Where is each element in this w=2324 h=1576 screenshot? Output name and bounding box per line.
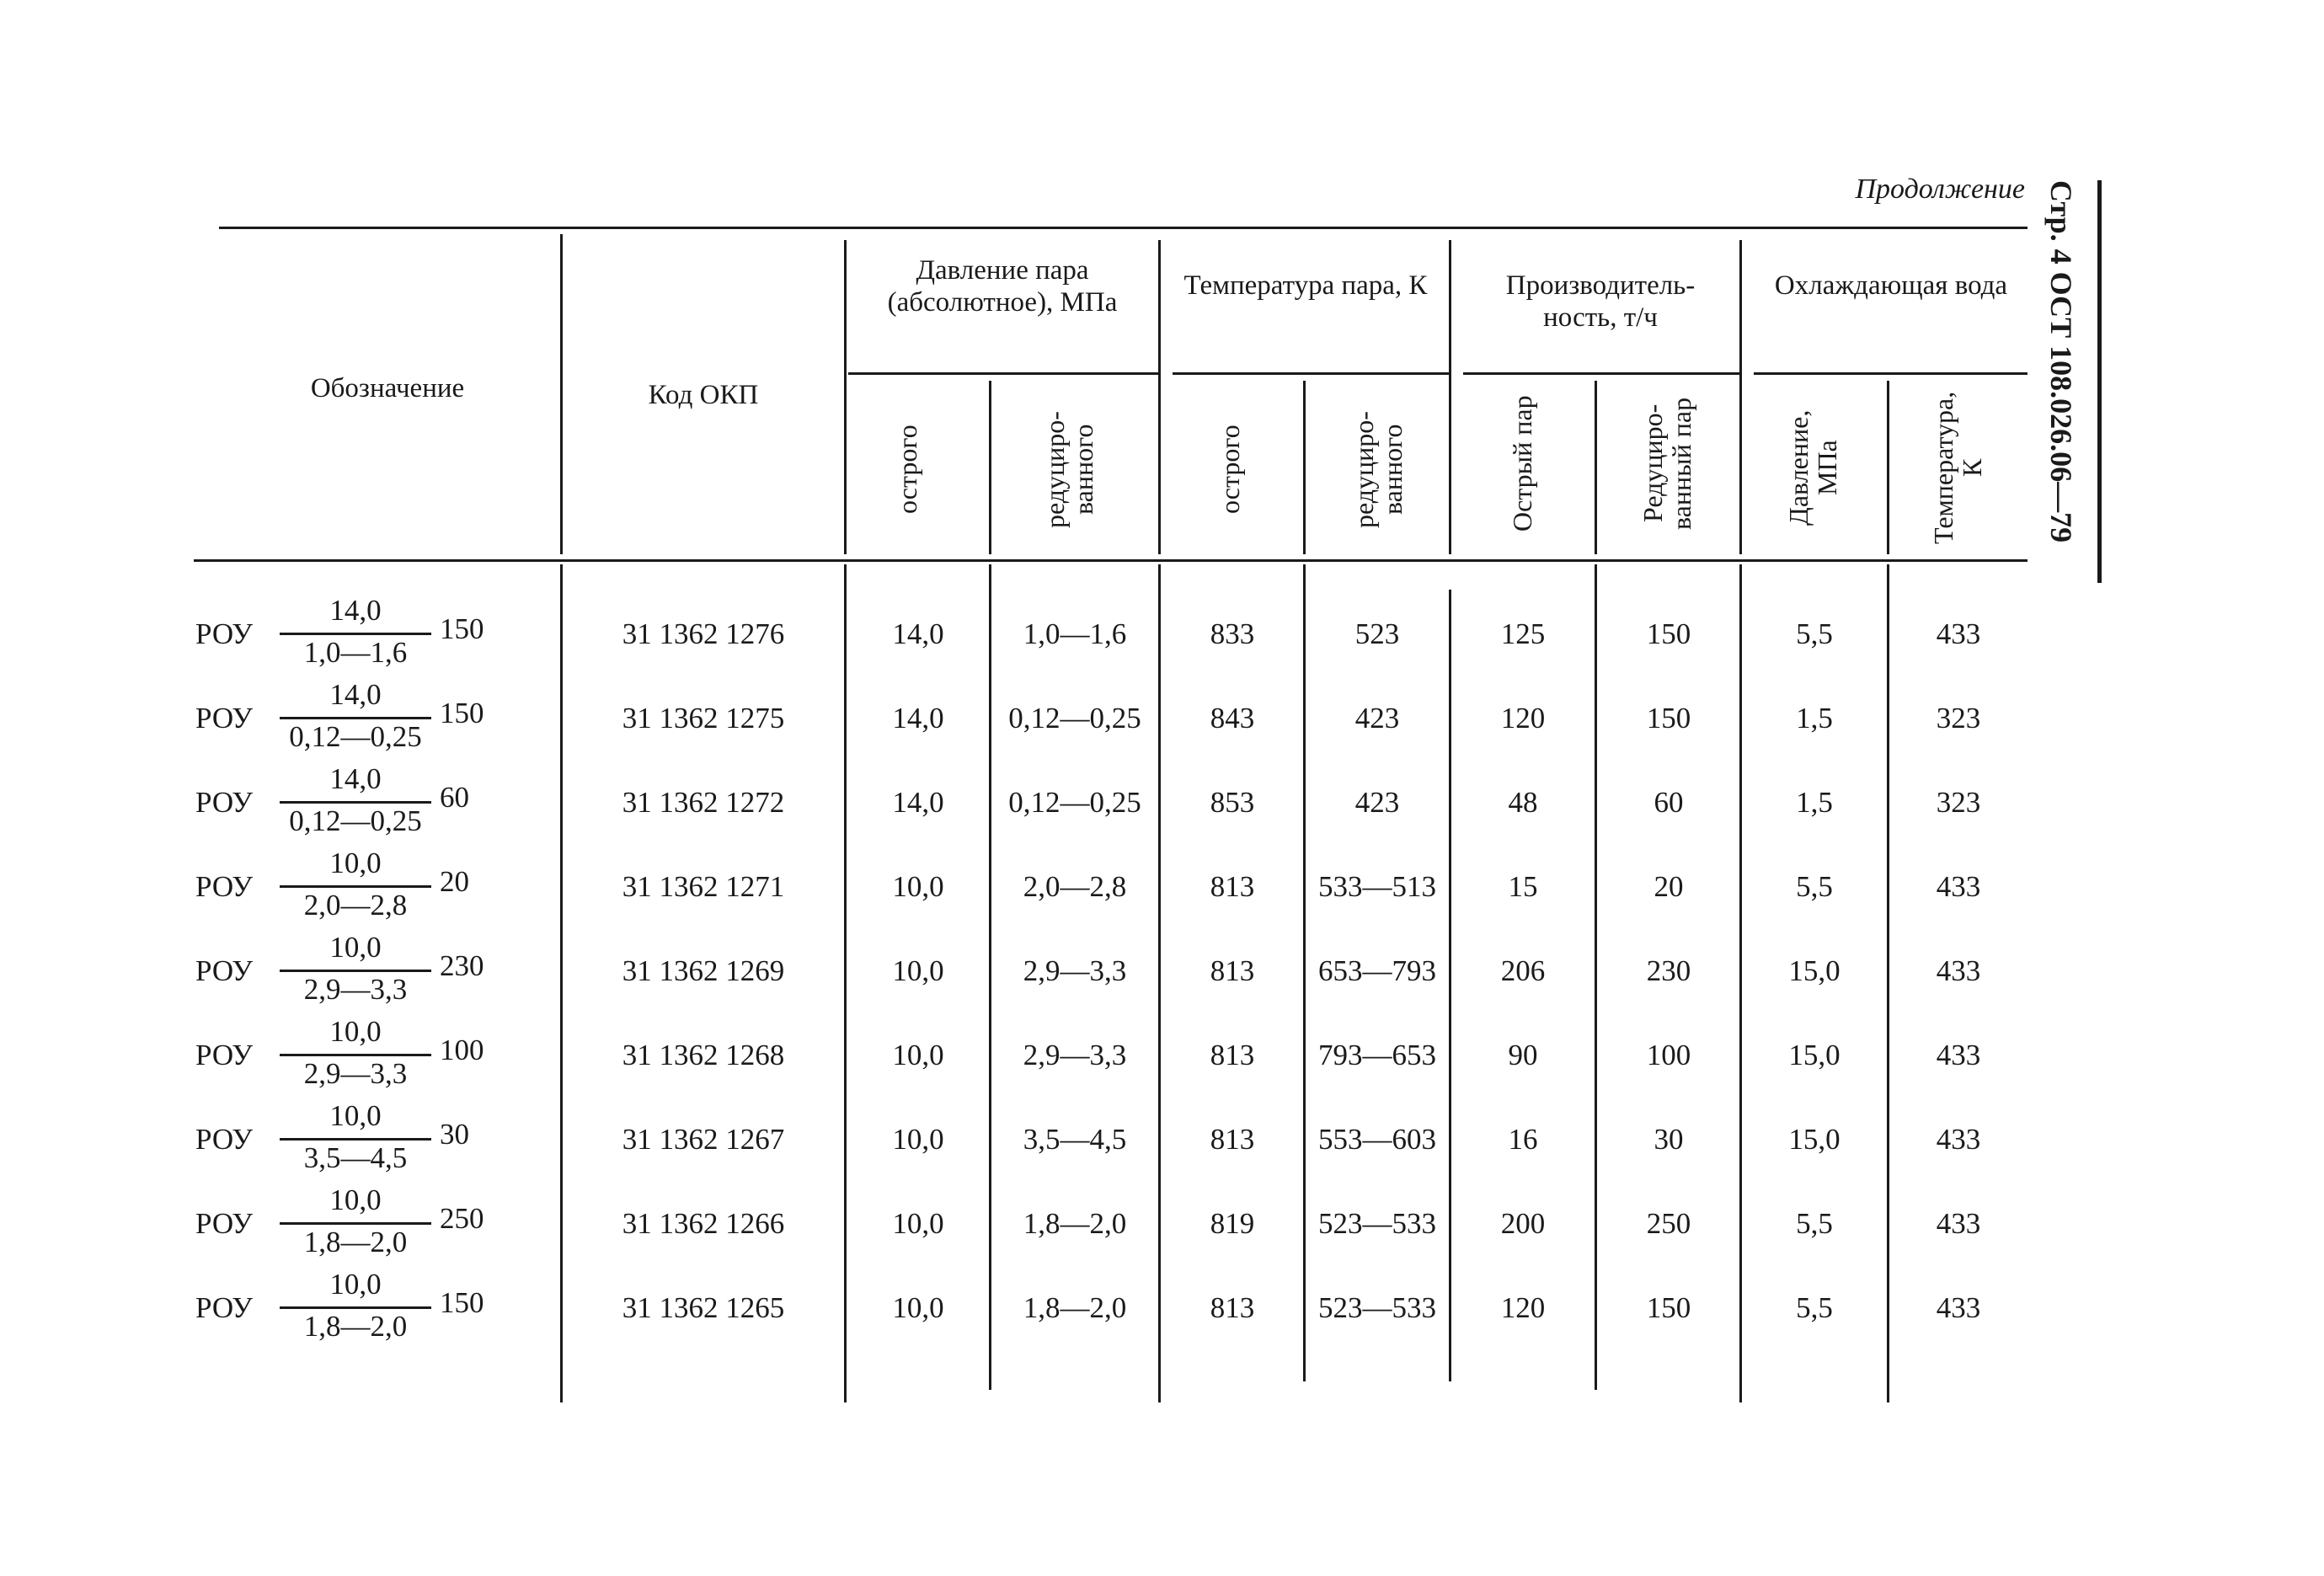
designation-fraction — [280, 592, 431, 676]
pressure-live-cell: 10,0 — [892, 1123, 944, 1156]
okp-code-cell: 31 1362 1269 — [622, 954, 785, 987]
temp-reduced-cell: 653—793 — [1318, 954, 1436, 987]
designation-capacity: 150 — [440, 1286, 484, 1319]
designation-cell — [195, 676, 549, 761]
pressure-live-cell: 14,0 — [892, 786, 944, 819]
subheader-capacity-live: Острый пар — [1507, 395, 1537, 532]
fraction-denominator: 1,8—2,0 — [303, 1226, 408, 1258]
pressure-live-cell: 10,0 — [892, 1039, 944, 1071]
pressure-live-cell: 14,0 — [892, 702, 944, 735]
designation-prefix: РОУ — [195, 954, 253, 987]
subheader-pressure-reduced: редуцированного — [1039, 411, 1098, 528]
water-pressure-cell: 15,0 — [1788, 1123, 1841, 1156]
pressure-live-cell: 10,0 — [892, 1291, 944, 1324]
fraction-numerator: 10,0 — [329, 931, 382, 964]
water-temp-cell: 433 — [1936, 954, 1981, 987]
pressure-reduced-cell: 1,8—2,0 — [1023, 1291, 1127, 1324]
fraction-numerator: 14,0 — [329, 678, 382, 711]
temp-reduced-cell: 423 — [1354, 702, 1400, 735]
col-rule-4 — [1158, 240, 1161, 554]
table-row — [0, 1098, 2324, 1182]
table-top-rule — [219, 227, 2027, 229]
col-rule-9 — [1887, 381, 1889, 554]
designation-capacity: 230 — [440, 949, 484, 982]
pressure-reduced-cell: 1,0—1,6 — [1023, 617, 1127, 650]
capacity-reduced-cell: 150 — [1646, 1291, 1691, 1324]
capacity-live-cell: 90 — [1508, 1039, 1538, 1071]
designation-fraction — [280, 676, 431, 761]
capacity-reduced-cell: 20 — [1654, 870, 1684, 903]
water-pressure-cell: 5,5 — [1796, 617, 1833, 650]
pressure-reduced-cell: 1,8—2,0 — [1023, 1207, 1127, 1240]
capacity-live-cell: 120 — [1500, 702, 1546, 735]
fraction-bar — [280, 1222, 431, 1225]
designation-fraction — [280, 1182, 431, 1266]
capacity-reduced-cell: 60 — [1654, 786, 1684, 819]
subheader-water-pressure: Давление, МПа — [1783, 409, 1842, 526]
pressure-reduced-cell: 0,12—0,25 — [1008, 702, 1141, 735]
fraction-numerator: 14,0 — [329, 762, 382, 795]
fraction-numerator: 10,0 — [329, 1183, 382, 1216]
fraction-denominator: 1,0—1,6 — [303, 636, 408, 669]
designation-prefix: РОУ — [195, 786, 253, 819]
water-temp-cell: 433 — [1936, 1207, 1981, 1240]
fraction-denominator: 1,8—2,0 — [303, 1310, 408, 1343]
designation-capacity: 60 — [440, 781, 469, 814]
capacity-live-cell: 125 — [1500, 617, 1546, 650]
designation-capacity: 20 — [440, 865, 469, 898]
temp-live-cell: 813 — [1210, 1123, 1255, 1156]
designation-fraction — [280, 1013, 431, 1098]
fraction-bar — [280, 970, 431, 972]
designation-prefix: РОУ — [195, 1291, 253, 1324]
okp-code-cell: 31 1362 1267 — [622, 1123, 785, 1156]
col-rule-6 — [1449, 240, 1451, 554]
temp-live-cell: 813 — [1210, 954, 1255, 987]
designation-capacity: 150 — [440, 612, 484, 645]
designation-capacity: 100 — [440, 1034, 484, 1066]
water-temp-cell: 433 — [1936, 870, 1981, 903]
okp-code-cell: 31 1362 1271 — [622, 870, 785, 903]
designation-fraction — [280, 761, 431, 845]
designation-cell — [195, 929, 549, 1013]
col-rule-8 — [1739, 240, 1742, 554]
okp-code-cell: 31 1362 1266 — [622, 1207, 785, 1240]
side-page-text: Стр. 4 ОСТ 108.026.06—79 — [2044, 180, 2078, 543]
capacity-reduced-cell: 230 — [1646, 954, 1691, 987]
fraction-bar — [280, 801, 431, 804]
temp-reduced-cell: 423 — [1354, 786, 1400, 819]
fraction-numerator: 10,0 — [329, 1099, 382, 1132]
table-row — [0, 676, 2324, 761]
water-pressure-cell: 15,0 — [1788, 1039, 1841, 1071]
fraction-bar — [280, 633, 431, 635]
capacity-reduced-cell: 250 — [1646, 1207, 1691, 1240]
capacity-reduced-cell: 150 — [1646, 617, 1691, 650]
fraction-denominator: 3,5—4,5 — [303, 1141, 408, 1174]
fraction-bar — [280, 1054, 431, 1056]
designation-cell — [195, 1266, 549, 1350]
fraction-bar — [280, 717, 431, 719]
okp-code-cell: 31 1362 1272 — [622, 786, 785, 819]
fraction-bar — [280, 1306, 431, 1309]
side-page-label — [2033, 180, 2102, 583]
designation-capacity: 30 — [440, 1118, 469, 1151]
capacity-live-cell: 120 — [1500, 1291, 1546, 1324]
temp-live-cell: 819 — [1210, 1207, 1255, 1240]
capacity-reduced-cell: 30 — [1654, 1123, 1684, 1156]
designation-cell — [195, 592, 549, 676]
pressure-live-cell: 10,0 — [892, 1207, 944, 1240]
header-cooling: Охлаждающая вода — [1774, 270, 2008, 301]
water-pressure-cell: 5,5 — [1796, 870, 1833, 903]
capacity-live-cell: 206 — [1500, 954, 1546, 987]
col-rule-7 — [1595, 381, 1597, 554]
water-pressure-cell: 15,0 — [1788, 954, 1841, 987]
water-pressure-cell: 5,5 — [1796, 1207, 1833, 1240]
fraction-numerator: 10,0 — [329, 1268, 382, 1301]
designation-cell — [195, 845, 549, 929]
fraction-bar — [280, 885, 431, 888]
capacity-group-rule — [1463, 372, 1741, 375]
pressure-reduced-cell: 2,9—3,3 — [1023, 1039, 1127, 1071]
okp-code-cell: 31 1362 1268 — [622, 1039, 785, 1071]
designation-fraction — [280, 929, 431, 1013]
table-row — [0, 929, 2324, 1013]
subheader-temp-reduced: редуцированного — [1349, 411, 1408, 528]
capacity-live-cell: 200 — [1500, 1207, 1546, 1240]
header-temperature: Температура пара, К — [1183, 270, 1428, 301]
fraction-numerator: 10,0 — [329, 1015, 382, 1048]
header-capacity: Производительность, т/ч — [1505, 270, 1696, 333]
col-rule-1 — [560, 234, 563, 554]
water-pressure-cell: 1,5 — [1796, 786, 1833, 819]
okp-code-cell: 31 1362 1276 — [622, 617, 785, 650]
temp-live-cell: 853 — [1210, 786, 1255, 819]
table-row — [0, 845, 2324, 929]
temp-live-cell: 813 — [1210, 1291, 1255, 1324]
water-pressure-cell: 1,5 — [1796, 702, 1833, 735]
designation-cell — [195, 1013, 549, 1098]
capacity-reduced-cell: 100 — [1646, 1039, 1691, 1071]
water-temp-cell: 323 — [1936, 786, 1981, 819]
temp-live-cell: 813 — [1210, 1039, 1255, 1071]
col-rule-3 — [989, 381, 991, 554]
table-row — [0, 592, 2324, 676]
pressure-live-cell: 10,0 — [892, 954, 944, 987]
designation-fraction — [280, 1266, 431, 1350]
header-pressure: Давление пара (абсолютное), МПа — [887, 255, 1118, 318]
pressure-reduced-cell: 3,5—4,5 — [1023, 1123, 1127, 1156]
table-row — [0, 1013, 2324, 1098]
subheader-pressure-live: острого — [892, 425, 922, 515]
pressure-reduced-cell: 2,9—3,3 — [1023, 954, 1127, 987]
water-pressure-cell: 5,5 — [1796, 1291, 1833, 1324]
fraction-numerator: 10,0 — [329, 847, 382, 879]
subheader-water-temp: Температура, К — [1928, 391, 1987, 544]
fraction-denominator: 2,9—3,3 — [303, 1057, 408, 1090]
temp-reduced-cell: 793—653 — [1318, 1039, 1436, 1071]
designation-fraction — [280, 845, 431, 929]
designation-capacity: 250 — [440, 1202, 484, 1235]
designation-cell — [195, 1098, 549, 1182]
water-temp-cell: 323 — [1936, 702, 1981, 735]
cooling-group-rule — [1754, 372, 2027, 375]
table-row — [0, 761, 2324, 845]
designation-cell — [195, 761, 549, 845]
temp-reduced-cell: 533—513 — [1318, 870, 1436, 903]
designation-prefix: РОУ — [195, 1123, 253, 1156]
capacity-reduced-cell: 150 — [1646, 702, 1691, 735]
pressure-live-cell: 14,0 — [892, 617, 944, 650]
temperature-group-rule — [1173, 372, 1450, 375]
temp-reduced-cell: 523 — [1354, 617, 1400, 650]
col-rule-5 — [1303, 381, 1306, 554]
temp-reduced-cell: 523—533 — [1318, 1291, 1436, 1324]
subheader-temp-live: острого — [1215, 425, 1245, 515]
fraction-denominator: 0,12—0,25 — [289, 720, 422, 753]
okp-code-cell: 31 1362 1265 — [622, 1291, 785, 1324]
pressure-group-rule — [848, 372, 1160, 375]
header-okp-code: Код ОКП — [648, 380, 759, 410]
fraction-denominator: 2,9—3,3 — [303, 973, 408, 1006]
fraction-denominator: 0,12—0,25 — [289, 804, 422, 837]
capacity-live-cell: 48 — [1508, 786, 1538, 819]
designation-prefix: РОУ — [195, 702, 253, 735]
temp-live-cell: 833 — [1210, 617, 1255, 650]
temp-reduced-cell: 523—533 — [1318, 1207, 1436, 1240]
designation-capacity: 150 — [440, 697, 484, 729]
okp-code-cell: 31 1362 1275 — [622, 702, 785, 735]
pressure-reduced-cell: 2,0—2,8 — [1023, 870, 1127, 903]
fraction-denominator: 2,0—2,8 — [303, 889, 408, 922]
designation-fraction — [280, 1098, 431, 1182]
designation-cell — [195, 1182, 549, 1266]
col-rule-2 — [844, 240, 847, 554]
table-row — [0, 1266, 2324, 1350]
subheader-capacity-reduced: Редуцированный пар — [1637, 397, 1696, 530]
fraction-numerator: 14,0 — [329, 594, 382, 627]
pressure-reduced-cell: 0,12—0,25 — [1008, 786, 1141, 819]
temp-live-cell: 843 — [1210, 702, 1255, 735]
pressure-live-cell: 10,0 — [892, 870, 944, 903]
capacity-live-cell: 15 — [1508, 870, 1538, 903]
water-temp-cell: 433 — [1936, 1039, 1981, 1071]
designation-prefix: РОУ — [195, 870, 253, 903]
fraction-bar — [280, 1138, 431, 1141]
temp-live-cell: 813 — [1210, 870, 1255, 903]
header-designation: Обозначение — [310, 373, 465, 403]
capacity-live-cell: 16 — [1508, 1123, 1538, 1156]
continuation-label: Продолжение — [1855, 174, 2025, 205]
water-temp-cell: 433 — [1936, 617, 1981, 650]
designation-prefix: РОУ — [195, 617, 253, 650]
designation-prefix: РОУ — [195, 1207, 253, 1240]
water-temp-cell: 433 — [1936, 1123, 1981, 1156]
table-row — [0, 1182, 2324, 1266]
temp-reduced-cell: 553—603 — [1318, 1123, 1436, 1156]
header-bottom-rule — [194, 559, 2027, 562]
designation-prefix: РОУ — [195, 1039, 253, 1071]
water-temp-cell: 433 — [1936, 1291, 1981, 1324]
